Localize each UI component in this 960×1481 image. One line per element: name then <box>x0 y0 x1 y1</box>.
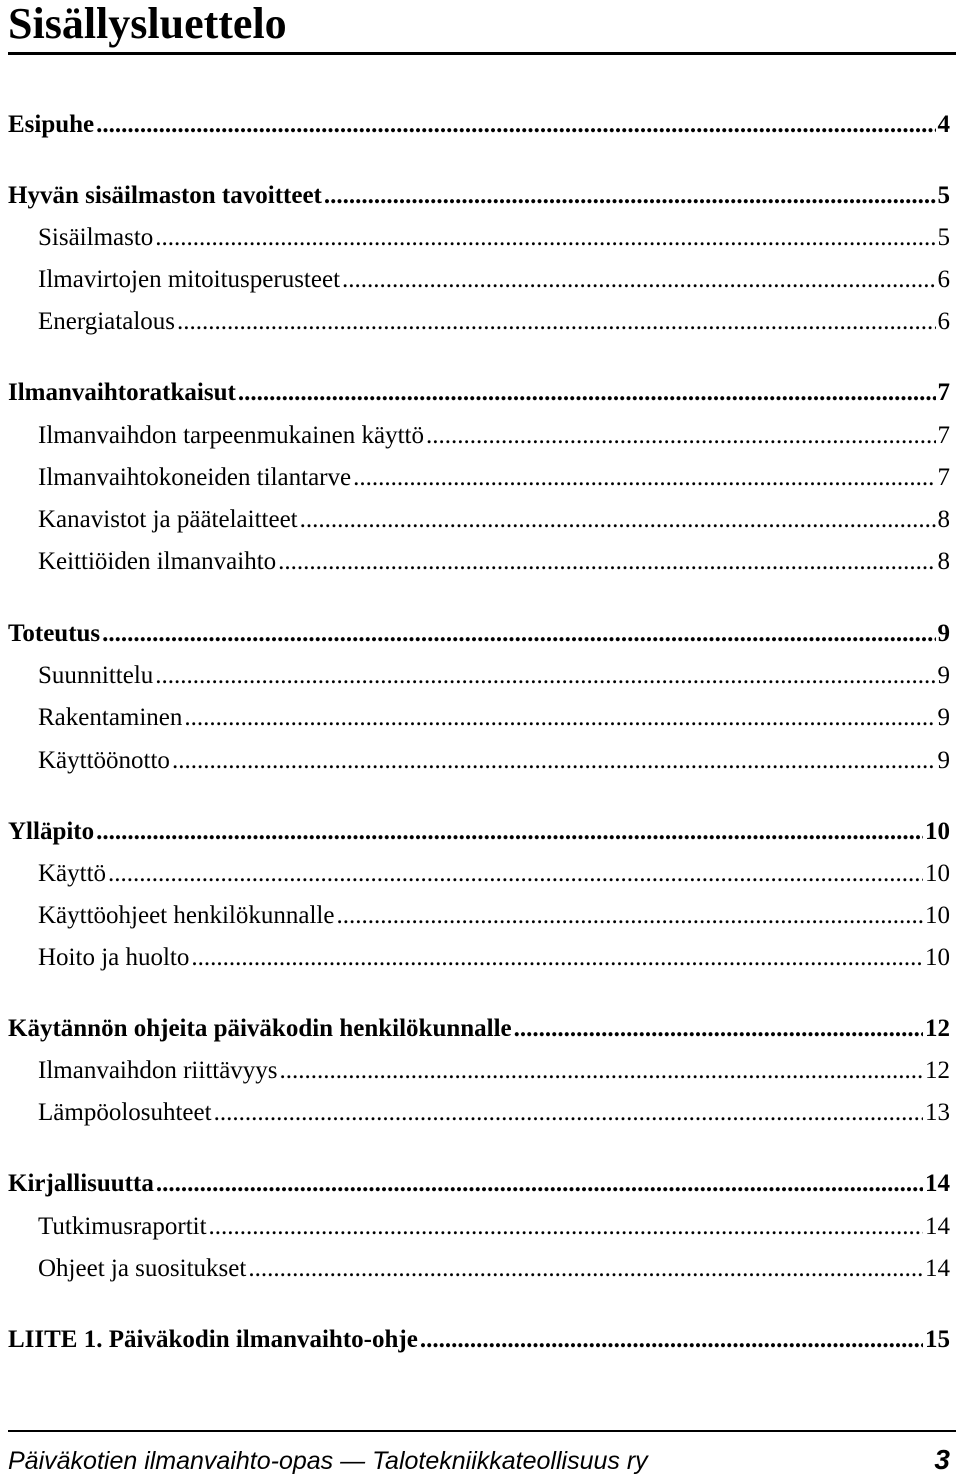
toc-dot-leader <box>300 503 936 537</box>
toc-dot-leader <box>248 1252 923 1286</box>
toc-entry-toteutus[interactable] <box>8 617 950 651</box>
toc-entry-text: Ilmanvaihtokoneiden tilantarve <box>38 464 352 491</box>
toc-dot-leader <box>209 1210 923 1244</box>
toc-entry-text: Hyvän sisäilmaston tavoitteet <box>8 182 322 209</box>
toc-entry-page: 10 <box>925 860 950 887</box>
toc-dot-leader <box>280 1054 923 1088</box>
toc-entry-energiatalous[interactable] <box>38 305 950 339</box>
toc-dot-leader <box>177 305 936 339</box>
toc-entry-page: 12 <box>925 1015 950 1042</box>
toc-entry-kirjallisuutta[interactable] <box>8 1167 950 1201</box>
toc-entry-kayttoohjeet-henkilokunnalle[interactable] <box>38 899 950 933</box>
toc-dot-leader <box>156 1167 923 1201</box>
toc-entry-text: Käyttöohjeet henkilökunnalle <box>38 902 335 929</box>
toc-dot-leader <box>514 1012 923 1046</box>
toc-dot-leader <box>155 221 935 255</box>
toc-entry-page: 13 <box>925 1099 950 1126</box>
toc-entry-page: 8 <box>937 506 950 533</box>
toc-entry-yllapito[interactable] <box>8 815 950 849</box>
toc-entry-page: 4 <box>937 111 950 138</box>
toc-entry-text: Suunnittelu <box>38 662 154 689</box>
toc-entry-keittioiden-ilmanvaihto[interactable] <box>38 545 950 579</box>
toc-entry-liite-1[interactable] <box>8 1323 950 1357</box>
toc-entry-ilmanvaihtoratkaisut[interactable] <box>8 376 950 410</box>
toc-entry-page: 7 <box>937 422 950 449</box>
toc-entry-page: 7 <box>937 464 950 491</box>
toc-entry-page: 5 <box>937 182 950 209</box>
toc-entry-text: Lämpöolosuhteet <box>38 1099 212 1126</box>
page-title: Sisällysluettelo <box>8 0 287 48</box>
toc-entry-ilmanvaihdon-riittavyys[interactable] <box>38 1054 950 1088</box>
toc-entry-page: 15 <box>925 1326 950 1353</box>
toc-dot-leader <box>172 744 936 778</box>
toc-entry-page: 9 <box>937 747 950 774</box>
toc-entry-page: 6 <box>937 308 950 335</box>
toc-entry-page: 9 <box>937 704 950 731</box>
toc-entry-page: 9 <box>937 662 950 689</box>
toc-dot-leader <box>238 376 936 410</box>
toc-entry-page: 10 <box>925 818 950 845</box>
toc-dot-leader <box>214 1096 923 1130</box>
toc-dot-leader <box>353 461 935 495</box>
toc-dot-leader <box>336 899 923 933</box>
toc-entry-suunnittelu[interactable] <box>38 659 950 693</box>
toc-entry-page: 6 <box>937 266 950 293</box>
toc-entry-text: Hoito ja huolto <box>38 944 190 971</box>
toc-entry-page: 14 <box>925 1213 950 1240</box>
toc-entry-page: 7 <box>937 379 950 406</box>
toc-entry-page: 9 <box>937 620 950 647</box>
toc-entry-page: 8 <box>937 548 950 575</box>
toc-dot-leader <box>342 263 935 297</box>
toc-entry-page: 12 <box>925 1057 950 1084</box>
footer-text: Päiväkotien ilmanvaihto-opas — Talotekniikkateollisuus ry <box>8 1447 648 1475</box>
toc-entry-text: Kirjallisuutta <box>8 1170 154 1197</box>
toc-entry-text: Kanavistot ja päätelaitteet <box>38 506 298 533</box>
toc-entry-text: Käyttöönotto <box>38 747 170 774</box>
toc-entry-text: Energiatalous <box>38 308 175 335</box>
toc-entry-text: Rakentaminen <box>38 704 183 731</box>
toc-dot-leader <box>96 815 923 849</box>
toc-entry-text: Tutkimusraportit <box>38 1213 207 1240</box>
toc-entry-text: Ilmanvaihdon tarpeenmukainen käyttö <box>38 422 424 449</box>
toc-entry-hyvan-sisailmaston-tavoitteet[interactable] <box>8 179 950 213</box>
toc-entry-text: Toteutus <box>8 620 101 647</box>
toc-dot-leader <box>324 179 936 213</box>
toc-dot-leader <box>278 545 935 579</box>
toc-entry-text: Ylläpito <box>8 818 95 845</box>
toc-entry-ohjeet-ja-suositukset[interactable] <box>38 1252 950 1286</box>
toc-entry-text: Ohjeet ja suositukset <box>38 1255 247 1282</box>
toc-entry-ilmanvaihdon-tarpeenmukainen-kaytto[interactable] <box>38 419 950 453</box>
toc-dot-leader <box>184 701 935 735</box>
toc-entry-tutkimusraportit[interactable] <box>38 1210 950 1244</box>
toc-dot-leader <box>102 617 935 651</box>
toc-dot-leader <box>426 419 936 453</box>
toc-entry-page: 14 <box>925 1170 950 1197</box>
toc-dot-leader <box>155 659 935 693</box>
toc-entry-hoito-ja-huolto[interactable] <box>38 941 950 975</box>
toc-entry-lampoolosuhteet[interactable] <box>38 1096 950 1130</box>
toc-dot-leader <box>96 108 935 142</box>
toc-entry-text: Ilmavirtojen mitoitusperusteet <box>38 266 341 293</box>
toc-entry-page: 14 <box>925 1255 950 1282</box>
toc-entry-text: Keittiöiden ilmanvaihto <box>38 548 277 575</box>
toc-entry-page: 10 <box>925 944 950 971</box>
toc-entry-sisailmasto[interactable] <box>38 221 950 255</box>
toc-entry-kayttoonotto[interactable] <box>38 744 950 778</box>
toc-entry-text: LIITE 1. Päiväkodin ilmanvaihto-ohje <box>8 1326 418 1353</box>
toc-entry-text: Ilmanvaihtoratkaisut <box>8 379 236 406</box>
toc-entry-kaytannon-ohjeita[interactable] <box>8 1012 950 1046</box>
toc-dot-leader <box>108 857 923 891</box>
page-footer <box>8 1442 950 1478</box>
toc-entry-ilmavirtojen-mitoitusperusteet[interactable] <box>38 263 950 297</box>
toc-entry-text: Sisäilmasto <box>38 224 154 251</box>
toc-entry-ilmanvaihtokoneiden-tilantarve[interactable] <box>38 461 950 495</box>
toc-entry-text: Käytännön ohjeita päiväkodin henkilökunnalle <box>8 1015 512 1042</box>
toc-entry-esipuhe[interactable] <box>8 108 950 142</box>
toc-entry-text: Esipuhe <box>8 111 95 138</box>
toc-dot-leader <box>191 941 923 975</box>
footer-rule <box>8 1430 956 1432</box>
toc-dot-leader <box>420 1323 923 1357</box>
toc-entry-text: Ilmanvaihdon riittävyys <box>38 1057 278 1084</box>
footer-page-number: 3 <box>934 1444 950 1475</box>
toc-entry-kaytto[interactable] <box>38 857 950 891</box>
toc-entry-page: 10 <box>925 902 950 929</box>
toc-entry-text: Käyttö <box>38 860 107 887</box>
toc-entry-rakentaminen[interactable] <box>38 701 950 735</box>
toc-entry-page: 5 <box>937 224 950 251</box>
toc-entry-kanavistot-ja-paatelaitteet[interactable] <box>38 503 950 537</box>
